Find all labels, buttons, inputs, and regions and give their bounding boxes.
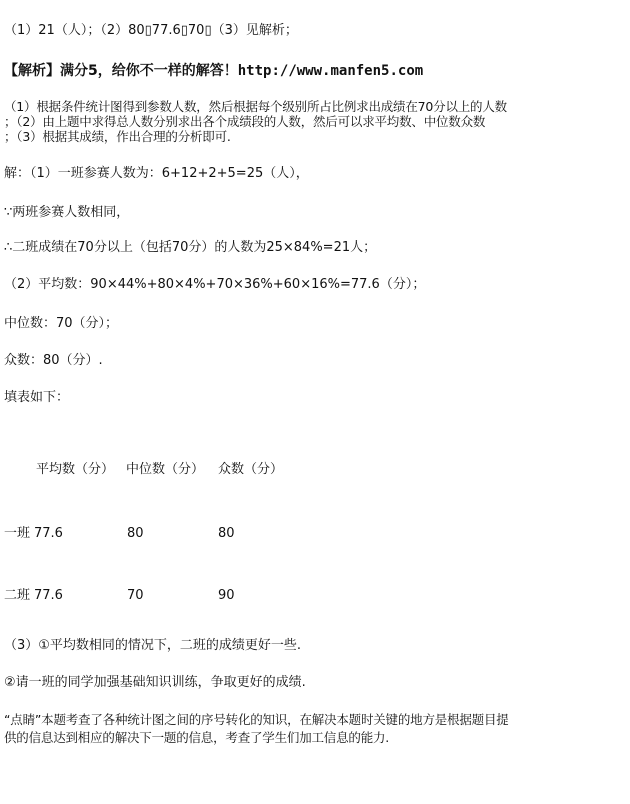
ad-banner [4, 63, 423, 79]
missing-glyph-icon: ▯ [144, 23, 152, 38]
row-mean: 77.6 [34, 588, 63, 603]
ad-url[interactable]: http://www.manfen5.com [237, 63, 424, 79]
answer-part-a: （1）21（人）；（2）80 [4, 23, 145, 38]
analysis-line-2: ；（2）由上题中求得总人数分别求出各个成绩段的人数，然后可以求平均数、中位数众数 [4, 114, 486, 129]
row-label: 一班 [4, 526, 31, 541]
answer-part-d: （3）见解析； [211, 23, 298, 38]
conclusion-line-2: ②请一班的同学加强基础知识训练，争取更好的成绩. [4, 675, 306, 690]
row-mode: 90 [218, 588, 235, 603]
solution-line-2: ∵两班参赛人数相同， [4, 205, 130, 220]
missing-glyph-icon: ▯ [180, 23, 188, 38]
ad-prefix: 【解析】满分5，给你不一样的解答！ [4, 63, 238, 79]
table-header-mean: 平均数（分） [36, 462, 115, 477]
solution-line-3: ∴二班成绩在70分以上（包括70分）的人数为25×84%=21人； [4, 240, 377, 255]
solution-line-5: 中位数：70（分）； [4, 316, 119, 331]
row-median: 70 [127, 588, 144, 603]
conclusion-line-1: （3）①平均数相同的情况下，二班的成绩更好一些. [4, 638, 302, 653]
comment-line-2: 供的信息达到相应的解决下一题的信息，考查了学生们加工信息的能力. [4, 730, 390, 745]
comment-line-1: “点睛”本题考查了各种统计图之间的序号转化的知识，在解决本题时关键的地方是根据题目提 [4, 712, 509, 727]
table-header-median: 中位数（分） [126, 462, 205, 477]
missing-glyph-icon: ▯ [204, 23, 212, 38]
answer-line [4, 23, 298, 39]
analysis-line-1: （1）根据条件统计图得到参数人数，然后根据每个级别所占比例求出成绩在70分以上的人数 [4, 99, 507, 114]
analysis-line-3: ；（3）根据其成绩，作出合理的分析即可. [4, 129, 231, 144]
table-header-mode: 众数（分） [218, 462, 284, 477]
answer-part-b: 77.6 [151, 23, 181, 38]
row-mean: 77.6 [34, 526, 63, 541]
answer-part-c: 70 [187, 23, 205, 38]
solution-line-7: 填表如下： [4, 390, 70, 405]
row-label: 二班 [4, 588, 31, 603]
row-mode: 80 [218, 526, 235, 541]
solution-line-6: 众数：80（分）. [4, 353, 103, 368]
solution-line-1: 解：（1）一班参赛人数为：6+12+2+5=25（人）， [4, 166, 309, 181]
row-median: 80 [127, 526, 144, 541]
solution-line-4: （2）平均数：90×44%+80×4%+70×36%+60×16%=77.6（分）； [4, 277, 426, 292]
